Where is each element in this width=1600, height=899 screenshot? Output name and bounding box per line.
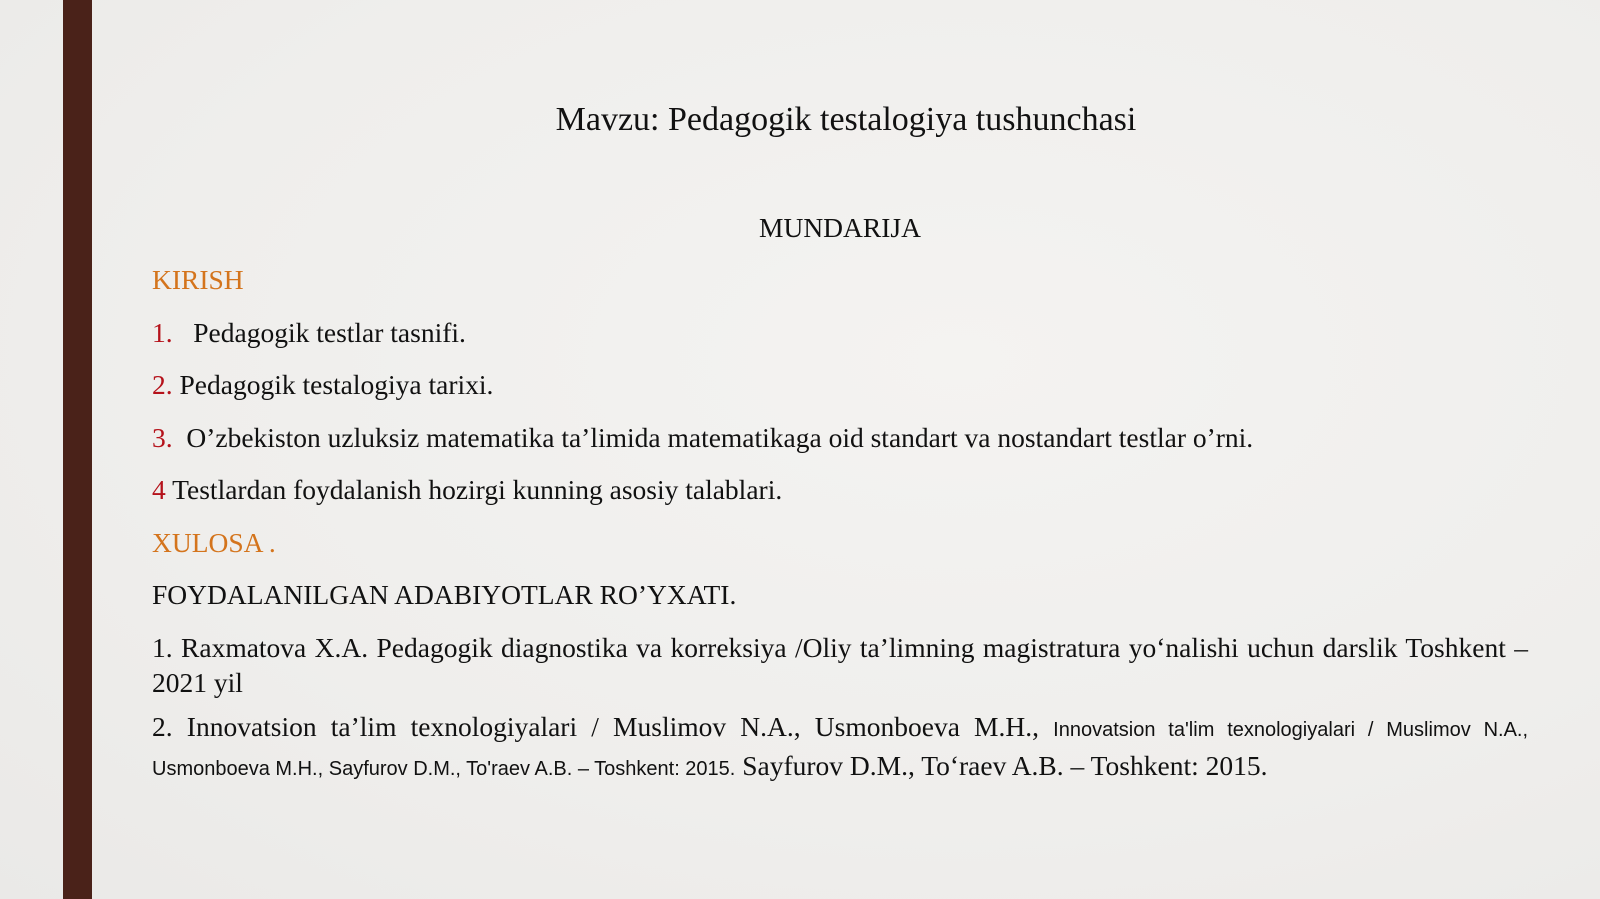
list-item xyxy=(152,420,1528,473)
reference-small-text: Innovatsion ta'lim texnologiyalari / Muslimov N.A., Usmonboeva M.H., Sayfurov D.M., To'raev A.B. – Toshkent: 2015. xyxy=(152,718,1529,780)
intro-item: KIRISH xyxy=(152,264,244,295)
conclusion-item: XULOSA . xyxy=(152,526,276,558)
list-item-text: Pedagogik testlar tasnifi. xyxy=(193,316,466,348)
slide-content xyxy=(152,210,1528,796)
list-item-text: O’zbekiston uzluksiz matematika ta’limida matematikaga oid standart va nostandart testlar o’rni. xyxy=(186,421,1254,453)
side-accent-bar xyxy=(63,0,92,899)
list-item-number: 2. xyxy=(152,369,173,400)
list-item xyxy=(152,315,1528,368)
reference-main-text: 2. Innovatsion ta’lim texnologiyalari / Muslimov N.A., Usmonboeva M.H., xyxy=(152,710,1039,742)
list-item xyxy=(152,367,1528,420)
slide-title: Mavzu: Pedagogik testalogiya tushunchasi xyxy=(555,101,1137,138)
references-heading: FOYDALANILGAN ADABIYOTLAR RO’YXATI. xyxy=(152,579,737,610)
reference-item xyxy=(152,709,1528,787)
list-item-text: Pedagogik testalogiya tarixi. xyxy=(179,369,494,400)
list-item-number: 4 xyxy=(152,474,166,505)
contents-heading: MUNDARIJA xyxy=(759,212,921,243)
reference-item: 1. Raxmatova X.A. Pedagogik diagnostika va korreksiya /Oliy ta’limning magistratura yo‘nalishi uchun darslik Toshkent – 2021 yil xyxy=(152,631,1528,698)
reference-end-text: Sayfurov D.M., To‘raev A.B. – Toshkent: 2015. xyxy=(742,749,1268,781)
list-item-text: Testlardan foydalanish hozirgi kunning asosiy talablari. xyxy=(172,474,783,505)
list-item-number: 1. xyxy=(152,316,173,348)
list-item-number: 3. xyxy=(152,421,173,453)
list-item xyxy=(152,472,1528,525)
